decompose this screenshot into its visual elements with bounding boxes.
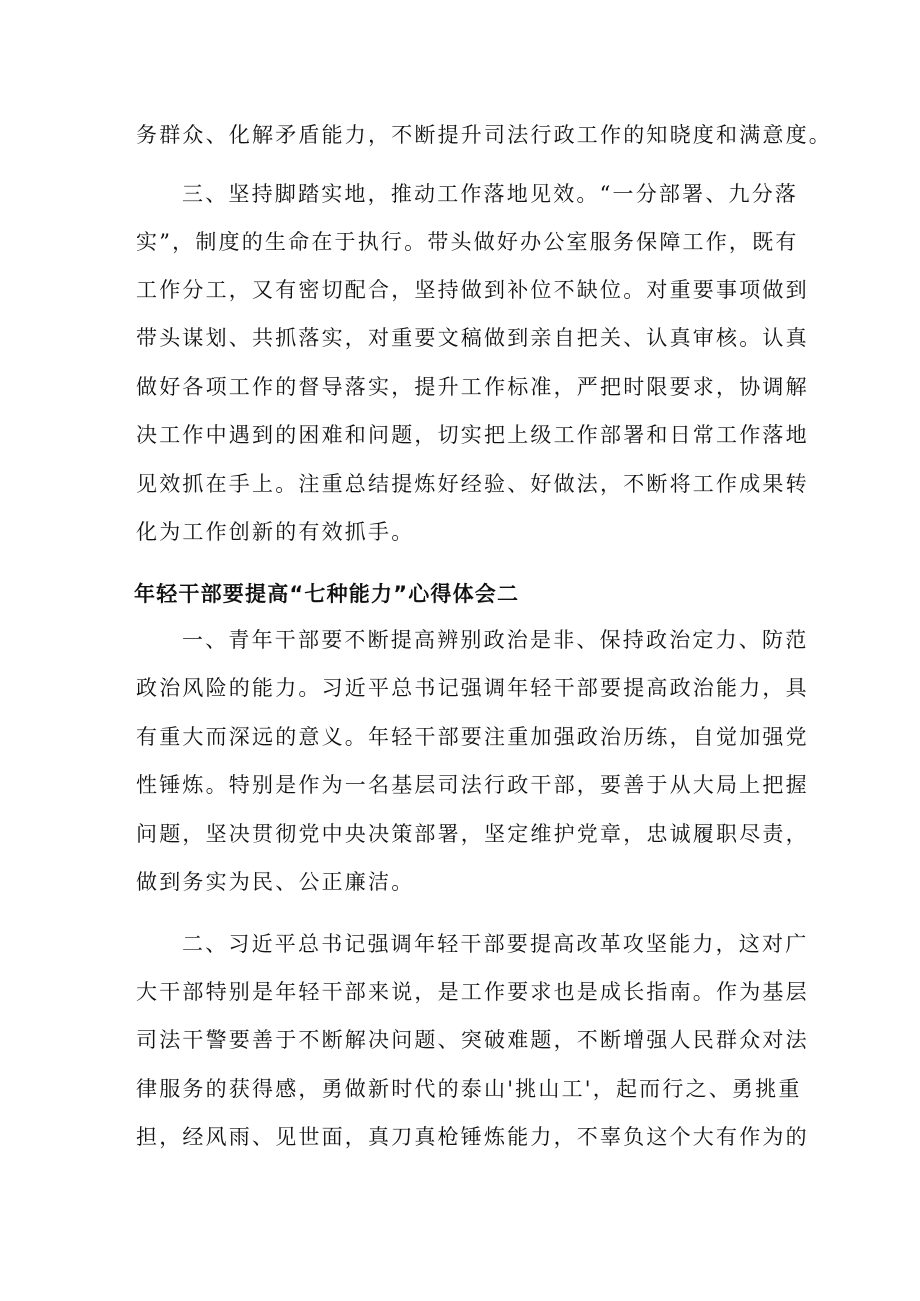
paragraph-line: 一、青年干部要不断提高辨别政治是非、保持政治定力、防范: [182, 628, 809, 652]
paragraph-line: 决工作中遇到的困难和问题，切实把上级工作部署和日常工作落地: [136, 423, 809, 447]
paragraph-line: 工作分工，又有密切配合，坚持做到补位不缺位。对重要事项做到: [136, 278, 809, 302]
paragraph-line: 担，经风雨、见世面，真刀真枪锤炼能力，不辜负这个大有作为的: [136, 1125, 809, 1149]
paragraph-line: 三、坚持脚踏实地，推动工作落地见效。“一分部署、九分落: [182, 182, 799, 206]
paragraph-line: 司法干警要善于不断解决问题、突破难题，不断增强人民群众对法: [136, 1028, 809, 1052]
paragraph-line: 见效抓在手上。注重总结提炼好经验、好做法，不断将工作成果转: [136, 472, 809, 496]
paragraph-line: 律服务的获得感，勇做新时代的泰山'挑山工'，起而行之、勇挑重: [136, 1077, 802, 1101]
paragraph-line: 性锤炼。特别是作为一名基层司法行政干部，要善于从大局上把握: [136, 773, 809, 797]
section-heading: 年轻干部要提高“七种能力”心得体会二: [134, 582, 520, 606]
paragraph-line: 政治风险的能力。习近平总书记强调年轻干部要提高政治能力，具: [136, 676, 809, 700]
paragraph-line: 有重大而深远的意义。年轻干部要注重加强政治历练，自觉加强党: [136, 725, 809, 749]
paragraph-line: 做到务实为民、公正廉洁。: [136, 870, 415, 894]
paragraph-line: 务群众、化解矛盾能力，不断提升司法行政工作的知晓度和满意度。: [136, 123, 832, 147]
paragraph-line: 二、习近平总书记强调年轻干部要提高改革攻坚能力，这对广: [182, 932, 809, 956]
paragraph-line: 带头谋划、共抓落实，对重要文稿做到亲自把关、认真审核。认真: [136, 326, 809, 350]
paragraph-line: 大干部特别是年轻干部来说，是工作要求也是成长指南。作为基层: [136, 980, 809, 1004]
paragraph-line: 做好各项工作的督导落实，提升工作标准，严把时限要求，协调解: [136, 375, 809, 399]
paragraph-line: 化为工作创新的有效抓手。: [136, 520, 415, 544]
paragraph-line: 问题，坚决贯彻党中央决策部署，坚定维护党章，忠诚履职尽责，: [136, 822, 809, 846]
paragraph-line: 实”，制度的生命在于执行。带头做好办公室服务保障工作，既有: [136, 230, 799, 254]
